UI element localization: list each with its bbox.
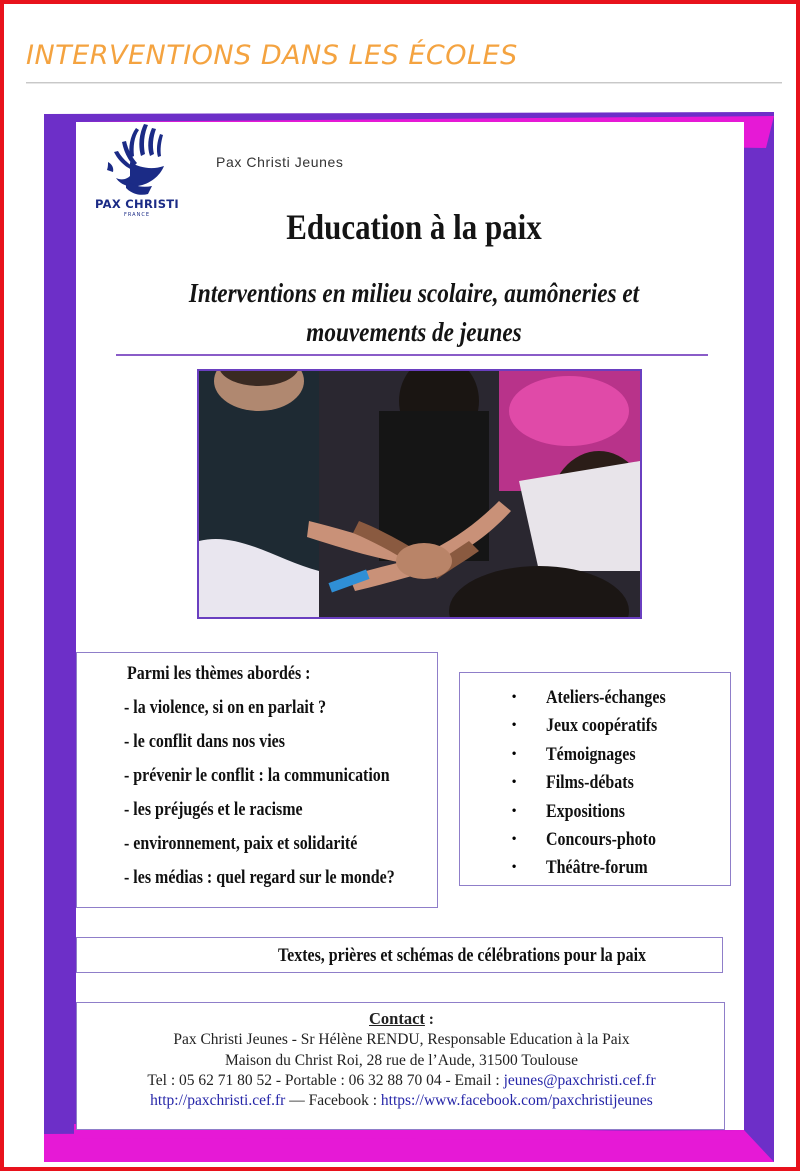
contact-info [77,1009,726,1111]
bullet-icon: • [512,859,517,874]
website-link[interactable]: http://paxchristi.cef.fr [150,1092,286,1110]
email-link[interactable]: jeunes@paxchristi.cef.fr [503,1071,656,1089]
list-item [124,765,446,799]
list-item [124,731,446,765]
contact-phone-line [77,1071,726,1091]
subtitle-line-2: mouvements de jeunes [306,317,522,347]
bullet-icon: • [512,830,517,845]
list-item [124,697,446,731]
activity-text: Témoignages [546,743,636,765]
theme-text: - les médias : quel regard sur le monde? [124,867,395,888]
activity-text: Jeux coopératifs [546,715,658,737]
bullet-icon: • [512,717,517,732]
joined-hands-photo [199,371,640,617]
bullet-icon: • [512,689,517,703]
resources-box [76,937,723,973]
contact-phones: Tel : 05 62 71 80 52 - Portable : 06 32 88 70 04 - Email : [147,1071,504,1089]
list-item [124,833,446,867]
logo-name: PAX CHRISTI [94,197,180,211]
contact-heading [77,1009,726,1030]
themes-box [76,652,438,908]
themes-heading: Parmi les thèmes abordés : [127,663,311,684]
contact-title-suffix: : [424,1011,434,1028]
list-item [124,867,446,901]
activities-box [459,672,731,886]
activity-text: Expositions [546,800,625,822]
resources-text: Textes, prières et schémas de célébrations pour la paix [277,945,647,966]
flyer-title: Education à la paix [286,207,542,247]
photo [197,369,642,619]
header-divider [26,82,782,84]
title-divider [116,354,708,356]
bullet-icon: • [512,774,517,789]
themes-list [124,697,446,901]
logo-subtitle: FRANCE [124,212,150,218]
subtitle-line-1: Interventions en milieu scolaire, aumôneries et [188,278,640,308]
flyer-subtitle [122,274,707,352]
organization-name: Pax Christi Jeunes [216,154,344,170]
bullet-icon: • [512,745,517,760]
facebook-link[interactable]: https://www.facebook.com/paxchristijeunes [380,1092,653,1110]
contact-address: Maison du Christ Roi, 28 rue de l’Aude, 31500 Toulouse [225,1051,578,1069]
theme-text: - les préjugés et le racisme [124,799,303,820]
bullet-icon: • [512,802,517,817]
contact-title: Contact [369,1009,425,1028]
activity-text: Films-débats [546,772,634,794]
contact-web-line [77,1091,726,1111]
activity-text: Théâtre-forum [546,857,648,879]
theme-text: - environnement, paix et solidarité [124,833,358,854]
facebook-label: — Facebook : [285,1092,381,1110]
theme-text: - la violence, si on en parlait ? [124,697,327,718]
section-title: INTERVENTIONS DANS LES ÉCOLES [26,40,518,71]
theme-text: - le conflit dans nos vies [124,731,285,752]
list-item [124,799,446,833]
activity-text: Concours-photo [546,828,656,850]
activity-text: Ateliers-échanges [546,687,666,708]
contact-box [76,1002,725,1130]
contact-person: Pax Christi Jeunes - Sr Hélène RENDU, Responsable Education à la Paix [173,1031,630,1049]
theme-text: - prévenir le conflit : la communication [124,765,390,786]
